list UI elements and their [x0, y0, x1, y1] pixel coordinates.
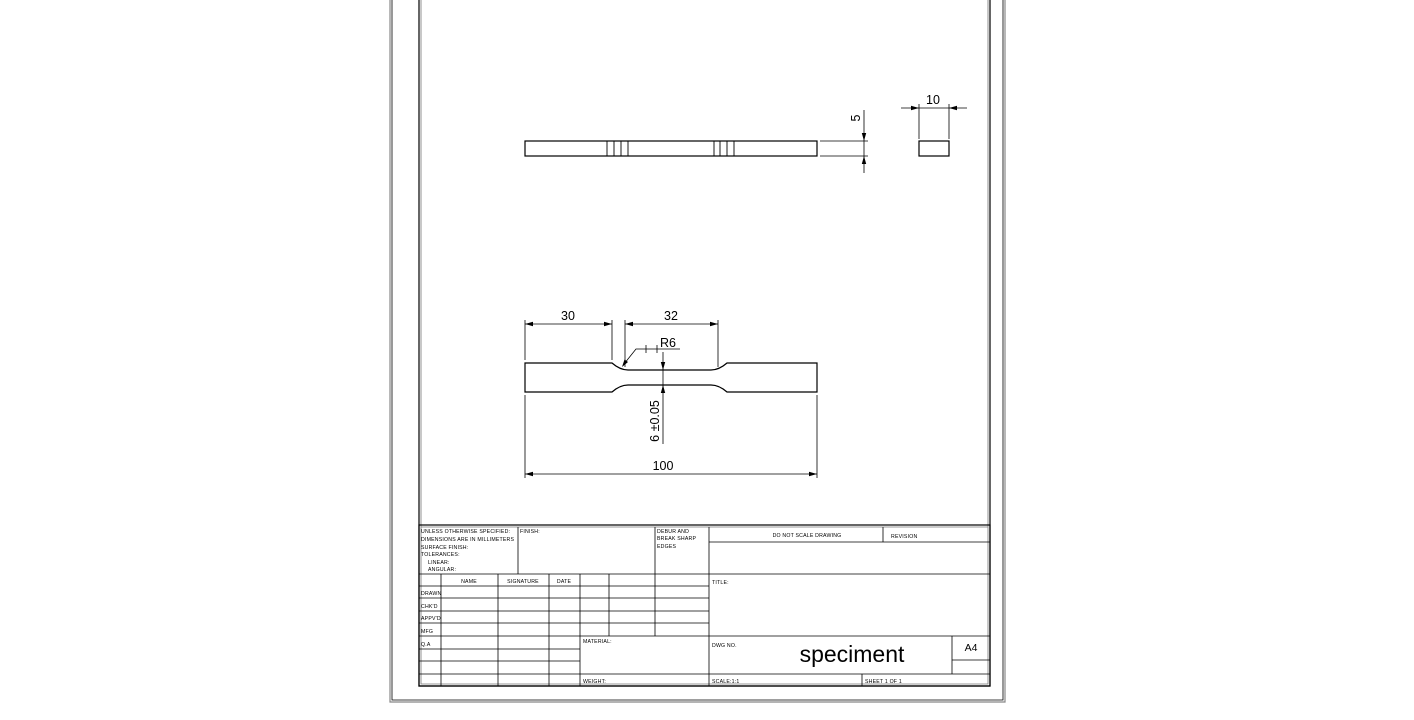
deburr-line: BREAK SHARP: [657, 536, 697, 542]
top-view: [525, 141, 817, 156]
dim-gauge-width: 6 ±0.05: [648, 400, 662, 442]
dim-top-thickness: 5: [849, 114, 863, 122]
drawing-title: speciment: [799, 641, 905, 667]
note-line: SURFACE FINISH:: [421, 545, 469, 551]
sheet-size: A4: [964, 642, 978, 654]
deburr-line: DEBUR AND: [657, 529, 690, 535]
row-label-checked: CHK'D: [421, 604, 438, 610]
dim-overall-length: 100: [652, 459, 674, 473]
dim-grip-length: 30: [561, 309, 575, 323]
note-line: UNLESS OTHERWISE SPECIFIED:: [421, 529, 511, 535]
dwg-no-label: DWG NO.: [712, 643, 737, 649]
dimension-grip-length: [525, 320, 612, 360]
top-view-fillet-lines: [607, 141, 734, 156]
col-header-date: DATE: [556, 579, 572, 585]
side-view-outline: [919, 141, 949, 156]
row-label-mfg: MFG: [421, 629, 434, 635]
row-label-approved: APPV'D: [421, 616, 441, 622]
material-label: MATERIAL:: [583, 639, 612, 645]
col-header-signature: SIGNATURE: [507, 579, 539, 585]
side-view: [901, 104, 967, 156]
title-block: [419, 525, 990, 686]
weight-label: WEIGHT:: [583, 679, 607, 685]
dim-gauge-length: 32: [664, 309, 678, 323]
row-label-drawn: DRAWN: [421, 591, 442, 597]
revision-label: REVISION: [891, 534, 918, 540]
tolerance-notes: [421, 529, 514, 573]
scale-label: SCALE:1:1: [712, 679, 740, 685]
do-not-scale-label: DO NOT SCALE DRAWING: [772, 533, 842, 539]
col-header-name: NAME: [461, 579, 477, 585]
sheet-label: SHEET 1 OF 1: [865, 679, 902, 685]
deburr-line: EDGES: [657, 544, 677, 550]
note-line: TOLERANCES:: [421, 552, 460, 558]
dim-side-width: 10: [926, 93, 940, 107]
front-view-outline: [525, 363, 817, 392]
dim-fillet-radius: R6: [660, 336, 676, 350]
sheet-border: [390, 0, 1005, 702]
note-line: DIMENSIONS ARE IN MILLIMETERS: [421, 537, 515, 543]
top-view-outline: [525, 141, 817, 156]
finish-label: FINISH:: [520, 529, 540, 535]
row-label-qa: Q.A: [421, 642, 431, 648]
note-line: LINEAR:: [428, 560, 450, 566]
title-label: TITLE:: [712, 580, 729, 586]
note-line: ANGULAR:: [428, 567, 457, 573]
